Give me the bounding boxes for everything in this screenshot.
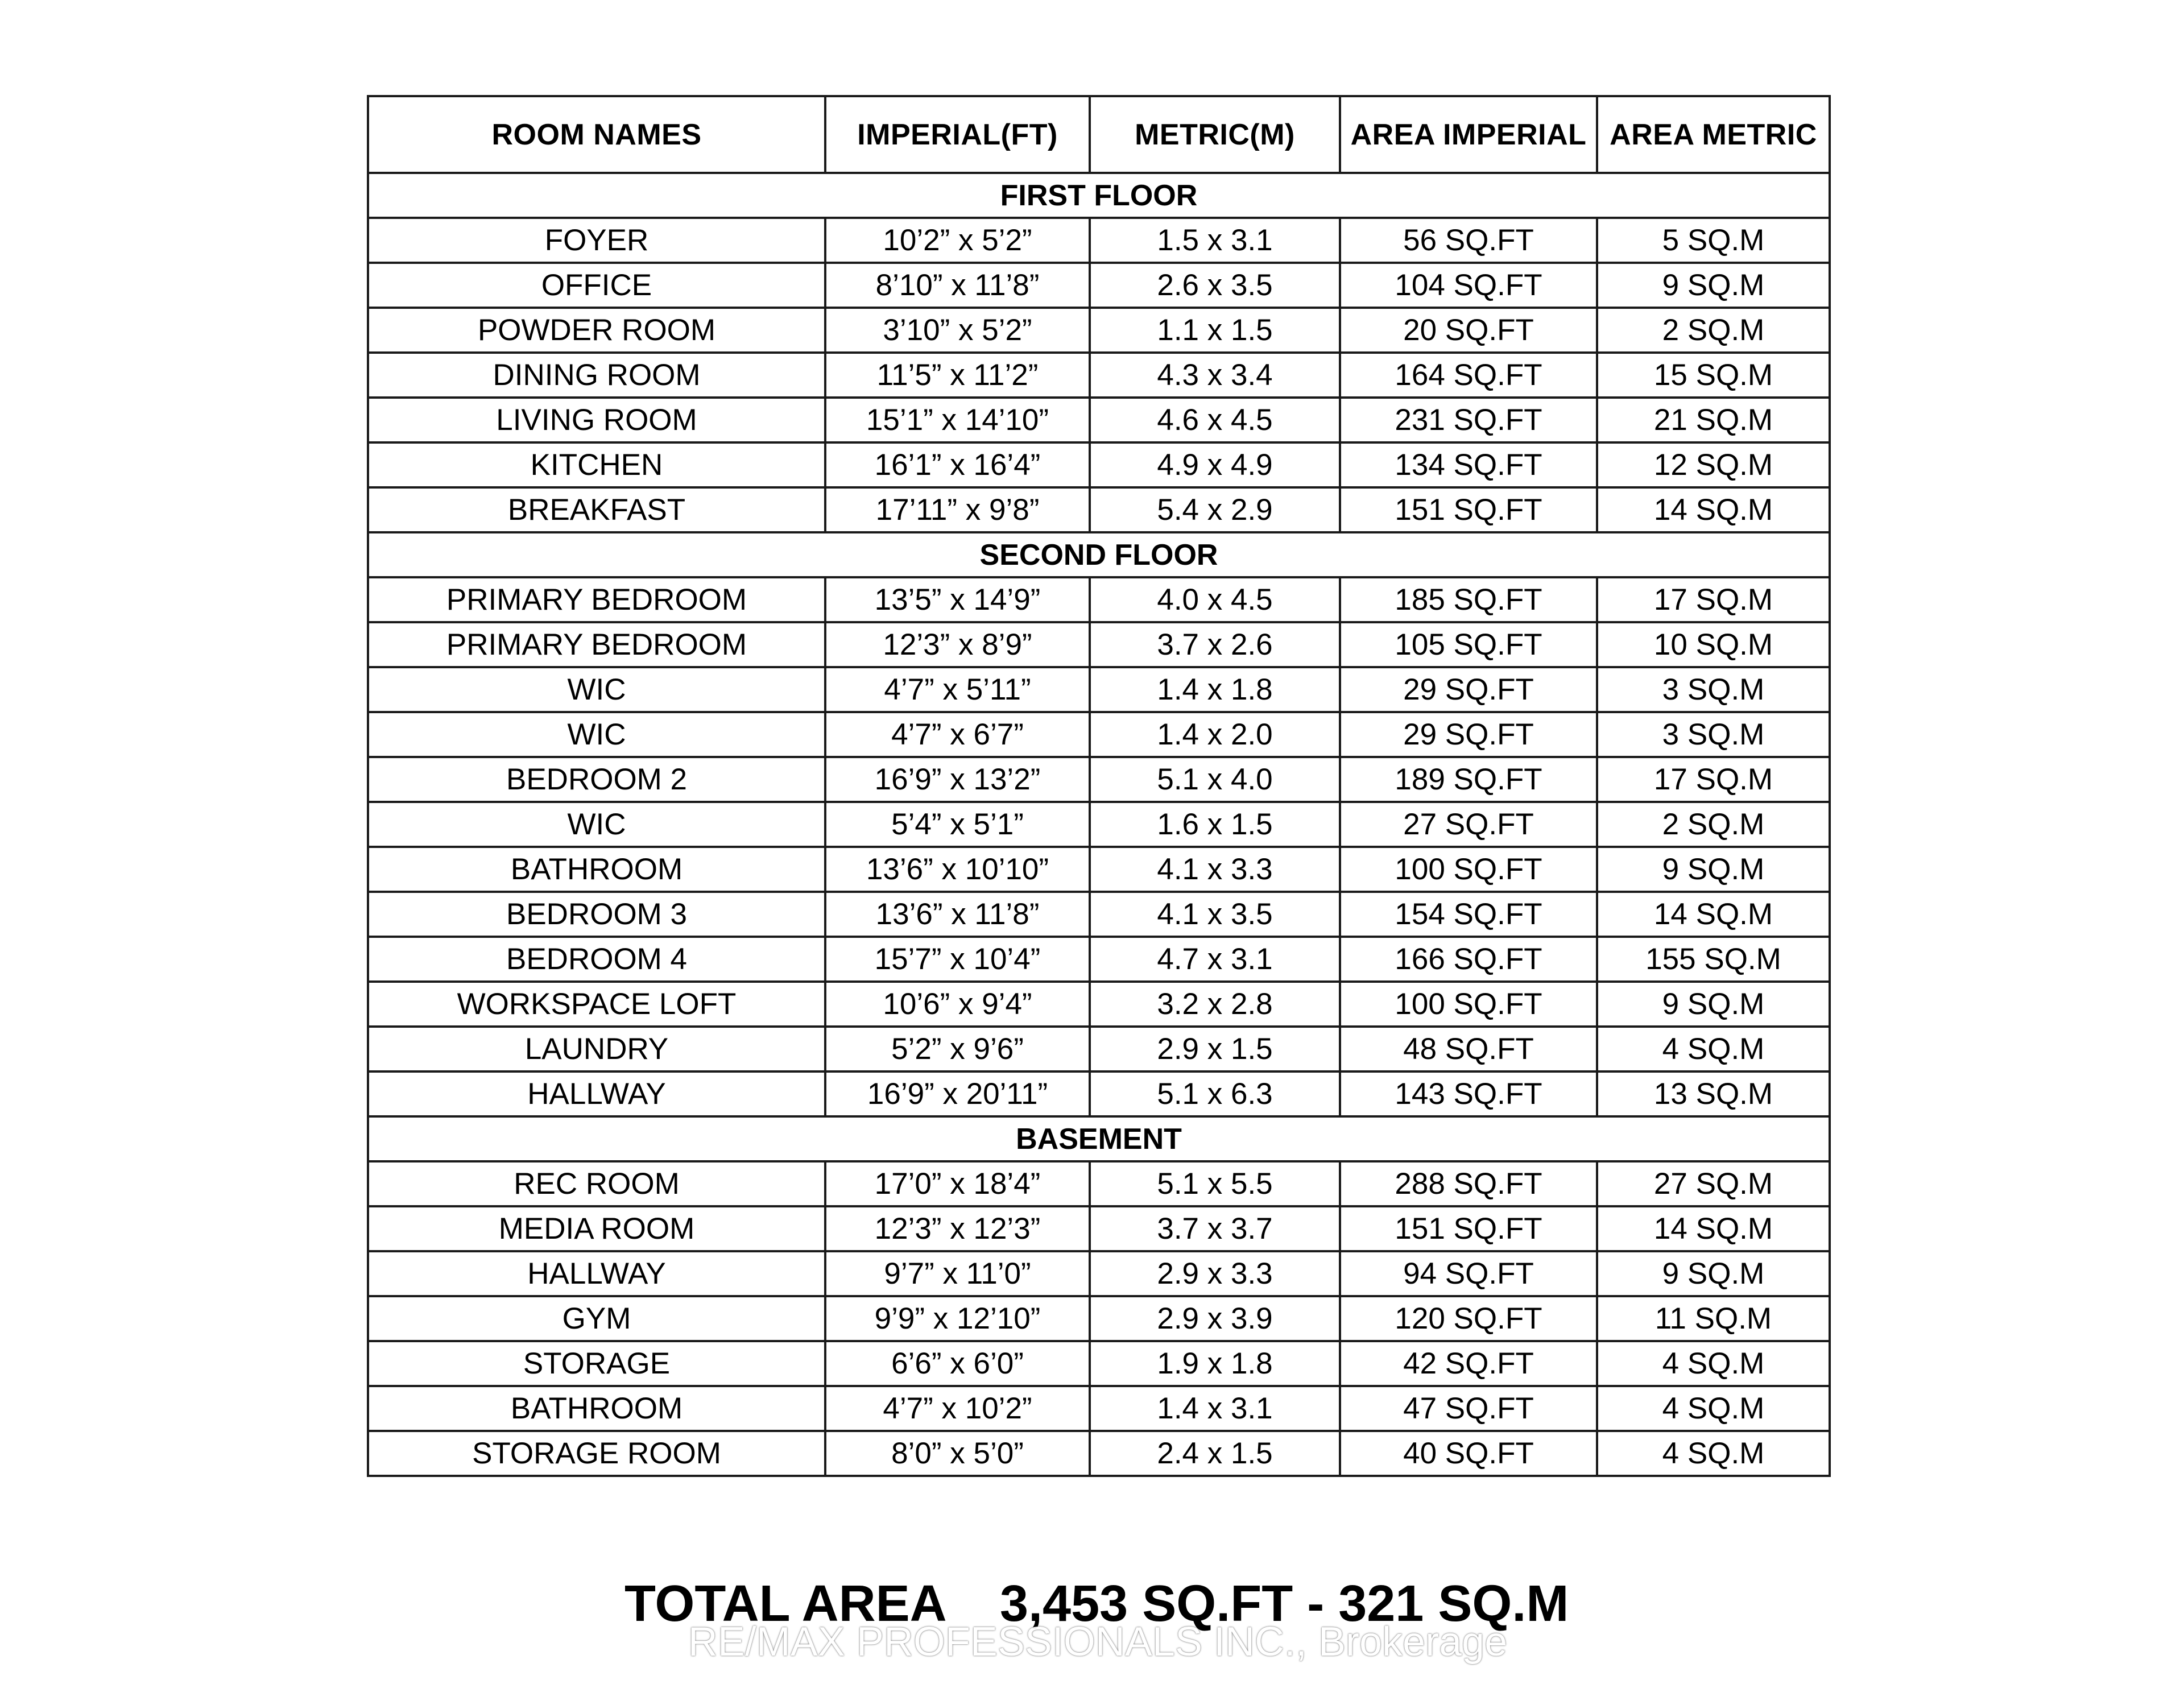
imperial-dimensions-cell: 15’1” x 14’10” — [825, 398, 1090, 442]
table-row — [368, 1206, 1830, 1251]
area-imperial-cell: 189 SQ.FT — [1340, 757, 1597, 802]
area-imperial-cell: 120 SQ.FT — [1340, 1296, 1597, 1341]
section-title: BASEMENT — [368, 1116, 1830, 1161]
imperial-dimensions-cell: 11’5” x 11’2” — [825, 353, 1090, 398]
area-metric-cell: 9 SQ.M — [1597, 263, 1830, 308]
area-metric-cell: 11 SQ.M — [1597, 1296, 1830, 1341]
area-metric-cell: 17 SQ.M — [1597, 577, 1830, 622]
table-row — [368, 937, 1830, 982]
room-name-cell: POWDER ROOM — [368, 308, 825, 353]
section-row — [368, 532, 1830, 577]
imperial-dimensions-cell: 16’9” x 20’11” — [825, 1071, 1090, 1116]
room-name-cell: REC ROOM — [368, 1161, 825, 1206]
room-name-cell: PRIMARY BEDROOM — [368, 577, 825, 622]
area-imperial-cell: 166 SQ.FT — [1340, 937, 1597, 982]
table-row — [368, 712, 1830, 757]
room-name-cell: BATHROOM — [368, 1386, 825, 1431]
imperial-dimensions-cell: 12’3” x 12’3” — [825, 1206, 1090, 1251]
metric-dimensions-cell: 1.4 x 3.1 — [1090, 1386, 1340, 1431]
table-row — [368, 802, 1830, 847]
metric-dimensions-cell: 5.1 x 6.3 — [1090, 1071, 1340, 1116]
section-title: SECOND FLOOR — [368, 532, 1830, 577]
area-imperial-cell: 143 SQ.FT — [1340, 1071, 1597, 1116]
room-name-cell: GYM — [368, 1296, 825, 1341]
area-metric-cell: 27 SQ.M — [1597, 1161, 1830, 1206]
total-area-value: 3,453 SQ.FT - 321 SQ.M — [1000, 1575, 1569, 1632]
metric-dimensions-cell: 4.6 x 4.5 — [1090, 398, 1340, 442]
room-name-cell: HALLWAY — [368, 1071, 825, 1116]
metric-dimensions-cell: 1.9 x 1.8 — [1090, 1341, 1340, 1386]
table-row — [368, 487, 1830, 532]
area-metric-cell: 3 SQ.M — [1597, 667, 1830, 712]
area-imperial-cell: 47 SQ.FT — [1340, 1386, 1597, 1431]
area-metric-cell: 2 SQ.M — [1597, 308, 1830, 353]
imperial-dimensions-cell: 8’0” x 5’0” — [825, 1431, 1090, 1476]
area-imperial-cell: 104 SQ.FT — [1340, 263, 1597, 308]
brokerage-watermark: RE/MAX PROFESSIONALS INC., Brokerage — [688, 1619, 1508, 1665]
area-imperial-cell: 29 SQ.FT — [1340, 712, 1597, 757]
room-name-cell: WORKSPACE LOFT — [368, 982, 825, 1027]
area-imperial-cell: 20 SQ.FT — [1340, 308, 1597, 353]
imperial-dimensions-cell: 17’0” x 18’4” — [825, 1161, 1090, 1206]
area-imperial-cell: 100 SQ.FT — [1340, 847, 1597, 892]
area-metric-cell: 17 SQ.M — [1597, 757, 1830, 802]
metric-dimensions-cell: 4.3 x 3.4 — [1090, 353, 1340, 398]
area-metric-cell: 15 SQ.M — [1597, 353, 1830, 398]
room-name-cell: OFFICE — [368, 263, 825, 308]
section-title: FIRST FLOOR — [368, 173, 1830, 218]
room-name-cell: WIC — [368, 667, 825, 712]
imperial-dimensions-cell: 4’7” x 6’7” — [825, 712, 1090, 757]
table-row — [368, 1296, 1830, 1341]
metric-dimensions-cell: 2.6 x 3.5 — [1090, 263, 1340, 308]
imperial-dimensions-cell: 13’6” x 11’8” — [825, 892, 1090, 937]
area-metric-cell: 4 SQ.M — [1597, 1386, 1830, 1431]
area-metric-cell: 14 SQ.M — [1597, 487, 1830, 532]
imperial-dimensions-cell: 12’3” x 8’9” — [825, 622, 1090, 667]
metric-dimensions-cell: 4.7 x 3.1 — [1090, 937, 1340, 982]
metric-dimensions-cell: 4.1 x 3.3 — [1090, 847, 1340, 892]
area-metric-cell: 2 SQ.M — [1597, 802, 1830, 847]
imperial-dimensions-cell: 16’9” x 13’2” — [825, 757, 1090, 802]
area-metric-cell: 21 SQ.M — [1597, 398, 1830, 442]
area-imperial-cell: 94 SQ.FT — [1340, 1251, 1597, 1296]
imperial-dimensions-cell: 16’1” x 16’4” — [825, 442, 1090, 487]
imperial-dimensions-cell: 8’10” x 11’8” — [825, 263, 1090, 308]
metric-dimensions-cell: 2.9 x 3.9 — [1090, 1296, 1340, 1341]
area-imperial-cell: 154 SQ.FT — [1340, 892, 1597, 937]
room-name-cell: HALLWAY — [368, 1251, 825, 1296]
area-metric-cell: 9 SQ.M — [1597, 1251, 1830, 1296]
metric-dimensions-cell: 5.1 x 5.5 — [1090, 1161, 1340, 1206]
room-name-cell: WIC — [368, 802, 825, 847]
table-row — [368, 1251, 1830, 1296]
area-imperial-cell: 185 SQ.FT — [1340, 577, 1597, 622]
room-table-container — [367, 95, 1829, 1477]
table-row — [368, 1386, 1830, 1431]
imperial-dimensions-cell: 3’10” x 5’2” — [825, 308, 1090, 353]
total-area-label: TOTAL AREA — [624, 1575, 947, 1632]
column-header-imperial: IMPERIAL(FT) — [825, 96, 1090, 173]
table-row — [368, 982, 1830, 1027]
area-imperial-cell: 42 SQ.FT — [1340, 1341, 1597, 1386]
imperial-dimensions-cell: 10’6” x 9’4” — [825, 982, 1090, 1027]
imperial-dimensions-cell: 4’7” x 5’11” — [825, 667, 1090, 712]
metric-dimensions-cell: 1.6 x 1.5 — [1090, 802, 1340, 847]
table-body — [368, 173, 1830, 1476]
area-metric-cell: 4 SQ.M — [1597, 1027, 1830, 1071]
area-imperial-cell: 231 SQ.FT — [1340, 398, 1597, 442]
metric-dimensions-cell: 4.1 x 3.5 — [1090, 892, 1340, 937]
area-metric-cell: 3 SQ.M — [1597, 712, 1830, 757]
area-imperial-cell: 48 SQ.FT — [1340, 1027, 1597, 1071]
room-name-cell: KITCHEN — [368, 442, 825, 487]
room-name-cell: BEDROOM 4 — [368, 937, 825, 982]
area-imperial-cell: 151 SQ.FT — [1340, 1206, 1597, 1251]
imperial-dimensions-cell: 5’4” x 5’1” — [825, 802, 1090, 847]
imperial-dimensions-cell: 9’7” x 11’0” — [825, 1251, 1090, 1296]
table-row — [368, 892, 1830, 937]
area-imperial-cell: 100 SQ.FT — [1340, 982, 1597, 1027]
table-header-row — [368, 96, 1830, 173]
imperial-dimensions-cell: 15’7” x 10’4” — [825, 937, 1090, 982]
area-imperial-cell: 56 SQ.FT — [1340, 218, 1597, 263]
table-row — [368, 1027, 1830, 1071]
imperial-dimensions-cell: 13’6” x 10’10” — [825, 847, 1090, 892]
room-name-cell: FOYER — [368, 218, 825, 263]
column-header-area-metric: AREA METRIC — [1597, 96, 1830, 173]
table-row — [368, 442, 1830, 487]
column-header-metric: METRIC(M) — [1090, 96, 1340, 173]
metric-dimensions-cell: 4.9 x 4.9 — [1090, 442, 1340, 487]
table-row — [368, 1341, 1830, 1386]
table-row — [368, 398, 1830, 442]
table-row — [368, 263, 1830, 308]
table-row — [368, 353, 1830, 398]
area-imperial-cell: 151 SQ.FT — [1340, 487, 1597, 532]
metric-dimensions-cell: 3.2 x 2.8 — [1090, 982, 1340, 1027]
area-imperial-cell: 105 SQ.FT — [1340, 622, 1597, 667]
metric-dimensions-cell: 1.4 x 2.0 — [1090, 712, 1340, 757]
table-row — [368, 218, 1830, 263]
area-metric-cell: 12 SQ.M — [1597, 442, 1830, 487]
area-metric-cell: 9 SQ.M — [1597, 982, 1830, 1027]
metric-dimensions-cell: 5.4 x 2.9 — [1090, 487, 1340, 532]
metric-dimensions-cell: 3.7 x 2.6 — [1090, 622, 1340, 667]
room-dimensions-table — [367, 95, 1831, 1477]
table-row — [368, 308, 1830, 353]
table-row — [368, 577, 1830, 622]
area-imperial-cell: 29 SQ.FT — [1340, 667, 1597, 712]
room-name-cell: WIC — [368, 712, 825, 757]
imperial-dimensions-cell: 4’7” x 10’2” — [825, 1386, 1090, 1431]
imperial-dimensions-cell: 17’11” x 9’8” — [825, 487, 1090, 532]
area-imperial-cell: 27 SQ.FT — [1340, 802, 1597, 847]
imperial-dimensions-cell: 5’2” x 9’6” — [825, 1027, 1090, 1071]
imperial-dimensions-cell: 13’5” x 14’9” — [825, 577, 1090, 622]
table-row — [368, 757, 1830, 802]
area-metric-cell: 4 SQ.M — [1597, 1431, 1830, 1476]
area-imperial-cell: 134 SQ.FT — [1340, 442, 1597, 487]
area-metric-cell: 13 SQ.M — [1597, 1071, 1830, 1116]
metric-dimensions-cell: 1.4 x 1.8 — [1090, 667, 1340, 712]
metric-dimensions-cell: 1.5 x 3.1 — [1090, 218, 1340, 263]
imperial-dimensions-cell: 10’2” x 5’2” — [825, 218, 1090, 263]
room-name-cell: STORAGE — [368, 1341, 825, 1386]
column-header-room-names: ROOM NAMES — [368, 96, 825, 173]
metric-dimensions-cell: 2.4 x 1.5 — [1090, 1431, 1340, 1476]
metric-dimensions-cell: 5.1 x 4.0 — [1090, 757, 1340, 802]
section-row — [368, 173, 1830, 218]
imperial-dimensions-cell: 9’9” x 12’10” — [825, 1296, 1090, 1341]
table-row — [368, 622, 1830, 667]
area-metric-cell: 14 SQ.M — [1597, 892, 1830, 937]
metric-dimensions-cell: 3.7 x 3.7 — [1090, 1206, 1340, 1251]
table-row — [368, 667, 1830, 712]
area-imperial-cell: 164 SQ.FT — [1340, 353, 1597, 398]
room-name-cell: BEDROOM 2 — [368, 757, 825, 802]
area-metric-cell: 10 SQ.M — [1597, 622, 1830, 667]
room-name-cell: BATHROOM — [368, 847, 825, 892]
table-row — [368, 1431, 1830, 1476]
section-row — [368, 1116, 1830, 1161]
table-row — [368, 847, 1830, 892]
room-name-cell: BREAKFAST — [368, 487, 825, 532]
room-name-cell: MEDIA ROOM — [368, 1206, 825, 1251]
area-imperial-cell: 288 SQ.FT — [1340, 1161, 1597, 1206]
metric-dimensions-cell: 2.9 x 1.5 — [1090, 1027, 1340, 1071]
room-name-cell: PRIMARY BEDROOM — [368, 622, 825, 667]
area-metric-cell: 4 SQ.M — [1597, 1341, 1830, 1386]
metric-dimensions-cell: 2.9 x 3.3 — [1090, 1251, 1340, 1296]
metric-dimensions-cell: 1.1 x 1.5 — [1090, 308, 1340, 353]
room-name-cell: LAUNDRY — [368, 1027, 825, 1071]
metric-dimensions-cell: 4.0 x 4.5 — [1090, 577, 1340, 622]
area-imperial-cell: 40 SQ.FT — [1340, 1431, 1597, 1476]
imperial-dimensions-cell: 6’6” x 6’0” — [825, 1341, 1090, 1386]
table-row — [368, 1161, 1830, 1206]
room-name-cell: STORAGE ROOM — [368, 1431, 825, 1476]
area-metric-cell: 155 SQ.M — [1597, 937, 1830, 982]
area-metric-cell: 5 SQ.M — [1597, 218, 1830, 263]
table-row — [368, 1071, 1830, 1116]
column-header-area-imperial: AREA IMPERIAL — [1340, 96, 1597, 173]
room-name-cell: DINING ROOM — [368, 353, 825, 398]
area-metric-cell: 9 SQ.M — [1597, 847, 1830, 892]
room-name-cell: LIVING ROOM — [368, 398, 825, 442]
room-name-cell: BEDROOM 3 — [368, 892, 825, 937]
area-metric-cell: 14 SQ.M — [1597, 1206, 1830, 1251]
